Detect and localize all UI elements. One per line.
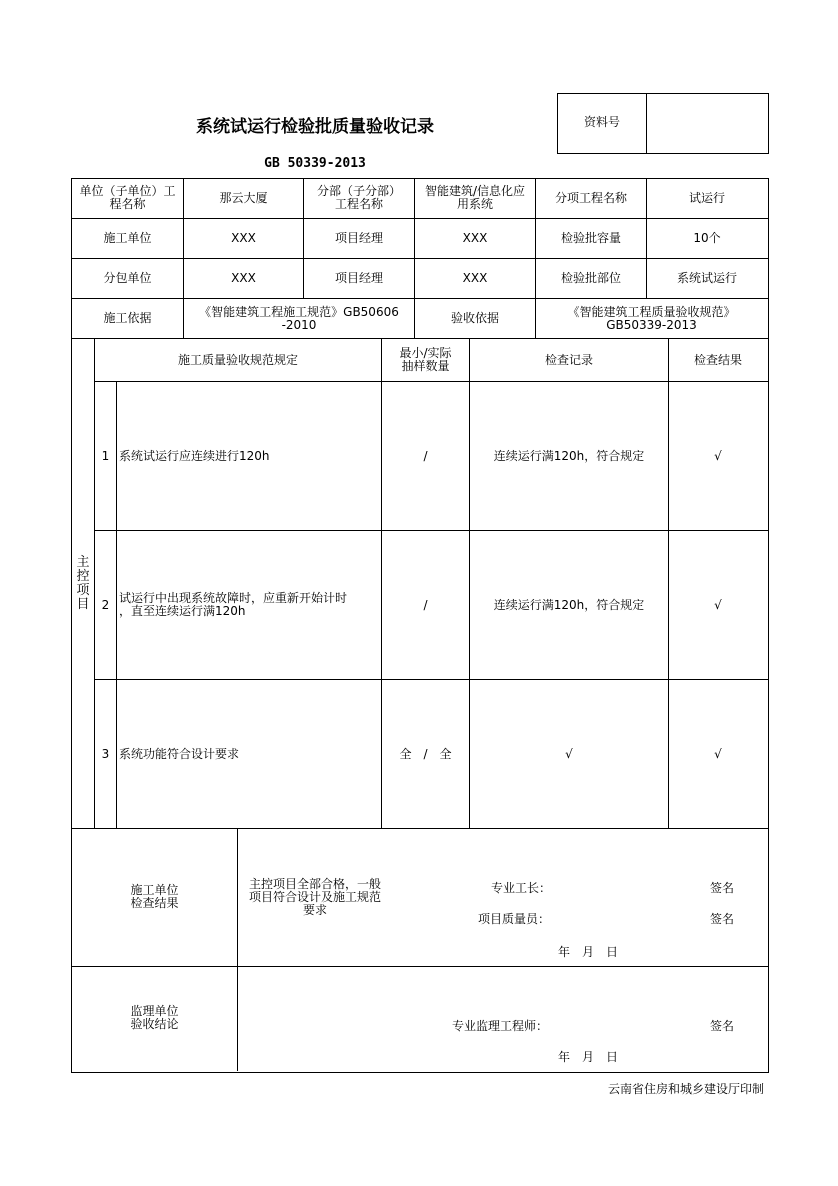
constructor-label: 施工单位 xyxy=(103,231,152,245)
batch-part-label: 检验批部位 xyxy=(560,271,621,285)
sub-project-value: 智能建筑/信息化应 用系统 xyxy=(424,184,526,211)
table-row-2-qty: / xyxy=(423,598,428,612)
batch-capacity-value: 10个 xyxy=(693,231,721,245)
supervising-engineer-signature[interactable]: 签名 xyxy=(710,1019,735,1033)
batch-capacity-label: 检验批容量 xyxy=(560,231,621,245)
table-row-3-result: √ xyxy=(714,747,722,761)
table-row-2-result: √ xyxy=(714,598,722,612)
supervision-date[interactable]: 年 月 日 xyxy=(558,1050,619,1064)
project-manager-label: 项目经理 xyxy=(334,231,383,245)
supervising-engineer-label: 专业监理工程师： xyxy=(452,1019,549,1033)
publisher-footer: 云南省住房和城乡建设厅印制 xyxy=(607,1082,764,1096)
subcontractor-label: 分包单位 xyxy=(103,271,152,285)
table-row-3-record: √ xyxy=(565,747,573,761)
batch-part-value: 系统试运行 xyxy=(676,271,737,285)
foreman-signature[interactable]: 签名 xyxy=(710,881,735,895)
item-name-label: 分项工程名称 xyxy=(554,191,627,205)
constructor-value: XXX xyxy=(231,231,256,245)
table-row-2-no: 2 xyxy=(101,598,110,612)
spec-column-header: 施工质量验收规范规定 xyxy=(177,353,298,367)
acceptance-basis-value: 《智能建筑工程质量验收规范》 GB50339-2013 xyxy=(567,305,736,332)
table-row-3-spec: 系统功能符合设计要求 xyxy=(119,747,240,761)
construction-check-date[interactable]: 年 月 日 xyxy=(558,945,619,959)
subcontractor-value: XXX xyxy=(231,271,256,285)
quantity-column-header: 最小/实际 抽样数量 xyxy=(399,346,452,373)
table-row-1-record: 连续运行满120h，符合规定 xyxy=(493,449,645,463)
doc-number-label: 资料号 xyxy=(583,115,620,129)
sub-project-label: 分部（子分部） 工程名称 xyxy=(316,184,401,211)
project-manager-2-value: XXX xyxy=(462,271,488,285)
quality-inspector-label: 项目质量员： xyxy=(478,912,551,926)
table-row-1-no: 1 xyxy=(101,449,110,463)
table-row-2-spec: 试运行中出现系统故障时，应重新开始计时 ，直至连续运行满120h xyxy=(119,591,348,618)
unit-name-label: 单位（子单位）工 程名称 xyxy=(79,184,176,211)
unit-name-value: 那云大厦 xyxy=(219,191,268,205)
item-name-value: 试运行 xyxy=(688,191,725,205)
supervision-label: 监理单位 验收结论 xyxy=(130,1004,179,1031)
table-row-1-spec: 系统试运行应连续进行120h xyxy=(119,449,270,463)
table-row-3-no: 3 xyxy=(101,747,110,761)
foreman-label: 专业工长： xyxy=(491,881,552,895)
construction-check-label: 施工单位 检查结果 xyxy=(130,883,179,910)
result-column-header: 检查结果 xyxy=(693,353,742,367)
construction-basis-value: 《智能建筑工程施工规范》GB50606 -2010 xyxy=(199,305,399,332)
record-column-header: 检查记录 xyxy=(544,353,593,367)
construction-basis-label: 施工依据 xyxy=(103,311,152,325)
standard-code: GB 50339-2013 xyxy=(264,156,366,171)
table-row-1-qty: / xyxy=(423,449,428,463)
project-manager-value: XXX xyxy=(462,231,488,245)
document-title: 系统试运行检验批质量验收记录 xyxy=(196,117,434,137)
table-row-3-qty: 全 / 全 xyxy=(399,747,452,761)
table-row-1-result: √ xyxy=(714,449,722,463)
acceptance-basis-label: 验收依据 xyxy=(450,311,499,325)
main-control-items-label: 主 控 项 目 xyxy=(76,555,90,612)
project-manager-2-label: 项目经理 xyxy=(334,271,383,285)
quality-inspector-signature[interactable]: 签名 xyxy=(710,912,735,926)
table-row-2-record: 连续运行满120h，符合规定 xyxy=(493,598,645,612)
construction-check-conclusion: 主控项目全部合格，一般 项目符合设计及施工规范 要求 xyxy=(248,877,381,917)
